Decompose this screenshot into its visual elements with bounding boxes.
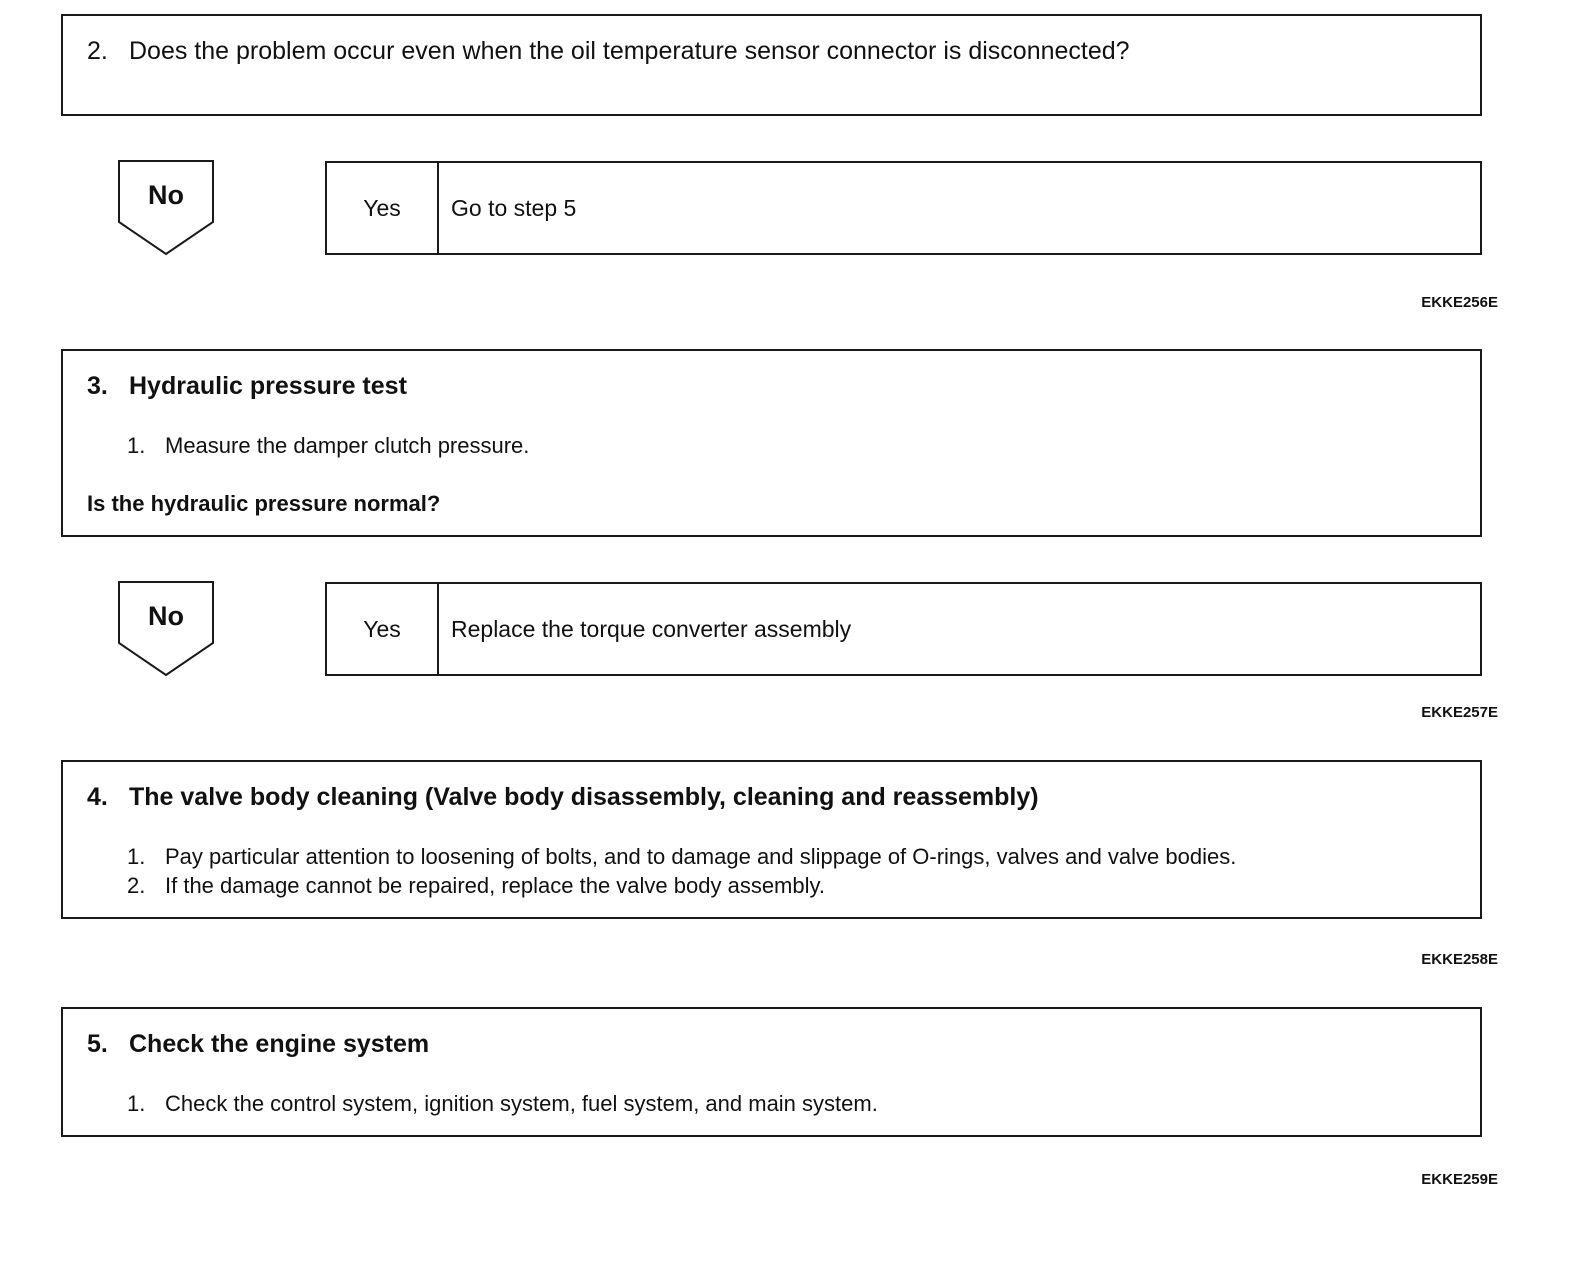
step-5-number: 5. [87,1030,108,1058]
step-3-title: Hydraulic pressure test [129,372,407,400]
step-3-yes-label: Yes [327,584,439,674]
step-5-item-1-number: 1. [127,1091,146,1116]
step-5-box [61,1007,1482,1137]
step-3-number: 3. [87,372,108,400]
step-2-no-arrow [118,160,214,256]
step-2-box [61,14,1482,116]
step-5-item-1 [127,1091,878,1117]
step-3-item-1-number: 1. [127,433,146,458]
step-2-question [87,37,1130,66]
step-3-box [61,349,1482,537]
step-4-title: The valve body cleaning (Valve body disassembly, cleaning and reassembly) [129,783,1039,811]
step-3-item-1-text: Measure the damper clutch pressure. [165,433,530,458]
step-5-figure-code: EKKE259E [1421,1171,1498,1188]
step-3-no-arrow [118,581,214,677]
step-3-heading [87,372,407,401]
step-4-item-2-number: 2. [127,873,146,898]
step-5-heading [87,1030,429,1059]
step-2-question-text: Does the problem occur even when the oil temperature sensor connector is disconnected? [129,37,1130,65]
step-4-item-1 [127,844,1236,870]
step-3-no-label: No [148,601,184,631]
step-4-figure-code: EKKE258E [1421,951,1498,968]
step-3-figure-code: EKKE257E [1421,704,1498,721]
step-4-item-2-text: If the damage cannot be repaired, replace the valve body assembly. [165,873,825,898]
step-3-yes-box [325,582,1482,676]
step-4-box [61,760,1482,919]
step-2-number: 2. [87,37,108,65]
step-4-number: 4. [87,783,108,811]
step-2-yes-action: Go to step 5 [451,194,577,221]
step-3-yes-action: Replace the torque converter assembly [451,615,852,642]
step-5-title: Check the engine system [129,1030,430,1058]
step-2-figure-code: EKKE256E [1421,294,1498,311]
step-2-yes-label: Yes [327,163,439,253]
step-2-no-label: No [148,180,184,210]
step-4-item-2 [127,873,825,899]
step-5-item-1-text: Check the control system, ignition system, fuel system, and main system. [165,1091,878,1116]
step-4-item-1-number: 1. [127,844,146,869]
step-3-question: Is the hydraulic pressure normal? [87,491,441,516]
step-3-item-1 [127,433,529,459]
step-4-heading [87,783,1039,812]
step-2-yes-box [325,161,1482,255]
step-4-item-1-text: Pay particular attention to loosening of bolts, and to damage and slippage of O-rings, valves and valve bodies. [165,844,1237,869]
